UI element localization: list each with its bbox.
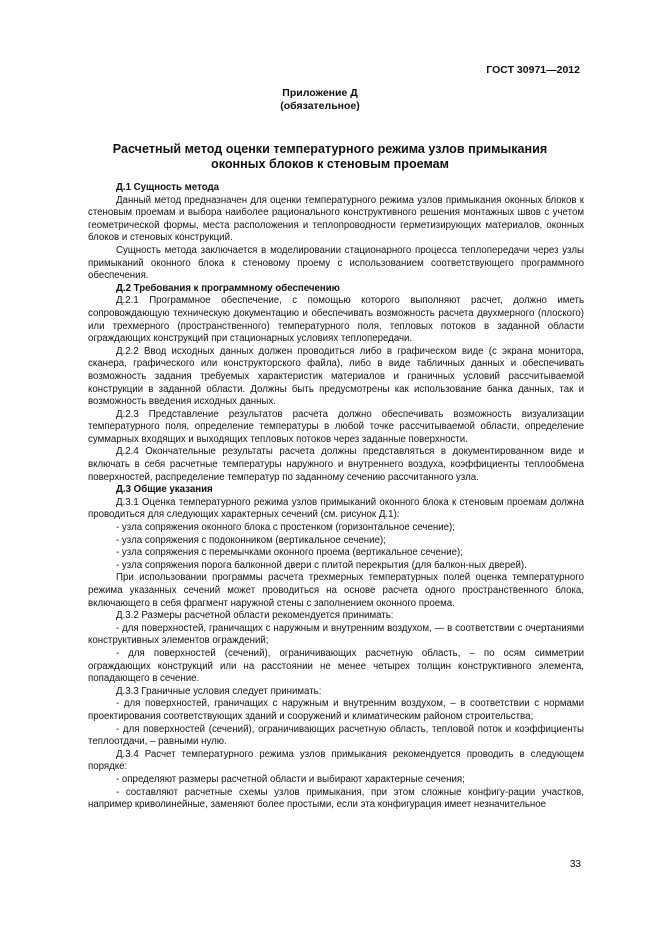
- paragraph: Д.3.3 Граничные условия следует принимать:: [116, 685, 322, 697]
- paragraph: Д.2.2 Ввод исходных данных должен проводиться либо в графическом виде (с экрана монитора, сканера, графического или конструкторского файла), либо в виде табличных данных и обеспечивать возможность задания требуемых характеристик материалов и граничных условий рассчитываемой конструкции в заданной области. Должны быть предусмотрены как использование банка данных, так и возможность введения исходных данных.: [88, 345, 584, 408]
- list-item: - узла сопряжения с подоконником (вертикальное сечение);: [116, 534, 386, 546]
- paragraph: Данный метод предназначен для оценки температурного режима узлов примыкания оконных блоков к стеновым проемам и выбора наиболее рационального конструктивного решения монтажных швов с учетом геометрической формы, места расположения и теплопроводности герметизирующих материалов, оконных блоков и стеновых конструкций.: [88, 194, 584, 244]
- title-line-2: оконных блоков к стеновым проемам: [211, 157, 449, 171]
- paragraph: Д.2.4 Окончательные результаты расчета должны представляться в документированном виде и включать в себя расчетные температуры наружного и внутреннего воздуха, коэффициенты теплообмена поверхностей, распределение температур по заданному сечению рассчитанного узла.: [88, 446, 584, 483]
- appendix-status: (обязательное): [280, 100, 360, 112]
- list-item: - составляют расчетные схемы узлов примыкания, при этом сложные конфигу-рации участков, например криволинейные, заменяют более простыми, если эта конфигурация имеет незначительное: [88, 786, 584, 811]
- list-item: - узла сопряжения оконного блока с простенком (горизонтальное сечение);: [116, 522, 455, 534]
- appendix-label: Приложение Д: [282, 87, 358, 99]
- section-heading-d1: Д.1 Сущность метода: [116, 182, 220, 193]
- paragraph: При использовании программы расчета трехмерных температурных полей оценка температурного режима указанных сечений может проводиться на основе расчета одного пространственного блока, включающего в себя фрагмент наружной стены с заполнением оконного проема.: [88, 572, 584, 609]
- list-item: - узла сопряжения порога балконной двери с плитой перекрытия (для балкон-ных дверей).: [116, 559, 527, 571]
- list-item: - для поверхностей (сечений), ограничивающих расчетную область, тепловой поток и коэффициенты теплоотдачи, – равными нулю.: [88, 723, 584, 748]
- paragraph: Сущность метода заключается в моделировании стационарного процесса теплопередачи через узлы примыканий оконного блока к стеновому проему с использованием соответствующего программного обеспечения.: [88, 244, 584, 282]
- list-item: - для поверхностей, граничащих с наружным и внутренним воздухом, – в соответствии с нормами проектирования соответствующих зданий и сооружений и климатическим районом строительства;: [88, 698, 584, 722]
- list-item: - узла сопряжения с перемычками оконного проема (вертикальное сечение);: [116, 547, 463, 559]
- title-line-1: Расчетный метод оценки температурного режима узлов примыкания: [112, 142, 548, 156]
- document-body: [88, 182, 584, 812]
- paragraph: Д.2.3 Представление результатов расчета должно обеспечивать возможность визуализации температурного поля, определение температуры в любой точке рассчитываемой области, определение суммарных входящих и выходящих тепловых потоков через заданные поверхности.: [88, 408, 584, 445]
- list-item: - для поверхностей, граничащих с наружным и внутренним воздухом, — в соответствии с очертаниями конструктивных элементов ограждений;: [88, 622, 584, 647]
- document-title: [60, 142, 600, 172]
- list-item: - определяют размеры расчетной области и выбирают характерные сечения;: [116, 773, 465, 785]
- appendix-heading: [0, 87, 640, 113]
- paragraph: Д.3.4 Расчет температурного режима узлов примыкания рекомендуется проводить в следующем порядке:: [88, 748, 584, 773]
- paragraph: Д.3.2 Размеры расчетной области рекомендуется принимать:: [116, 610, 394, 622]
- document-code: ГОСТ 30971—2012: [486, 64, 580, 76]
- list-item: - для поверхностей (сечений), ограничивающих расчетную область, – по осям симметрии ограждающих конструкций или на расстоянии не менее четырех толщин конструктивного элемента, попадающего в сечение.: [88, 647, 584, 685]
- paragraph: Д.2.1 Программное обеспечение, с помощью которого выполняют расчет, должно иметь сопровождающую техническую документацию и обеспечивать возможность расчета двухмерного (плоского) или трехмерного (пространственного) температурного поля, тепловых потоков в заданной области ограждающих конструкций при стационарных условиях теплопередачи.: [88, 295, 584, 345]
- section-heading-d2: Д.2 Требования к программному обеспечению: [116, 282, 340, 294]
- section-heading-d3: Д.3 Общие указания: [116, 484, 213, 496]
- page-number: 33: [569, 859, 581, 870]
- paragraph: Д.3.1 Оценка температурного режима узлов примыканий оконного блока к стеновым проемам должна проводиться для следующих характерных сечений (см. рисунок Д.1):: [88, 496, 584, 521]
